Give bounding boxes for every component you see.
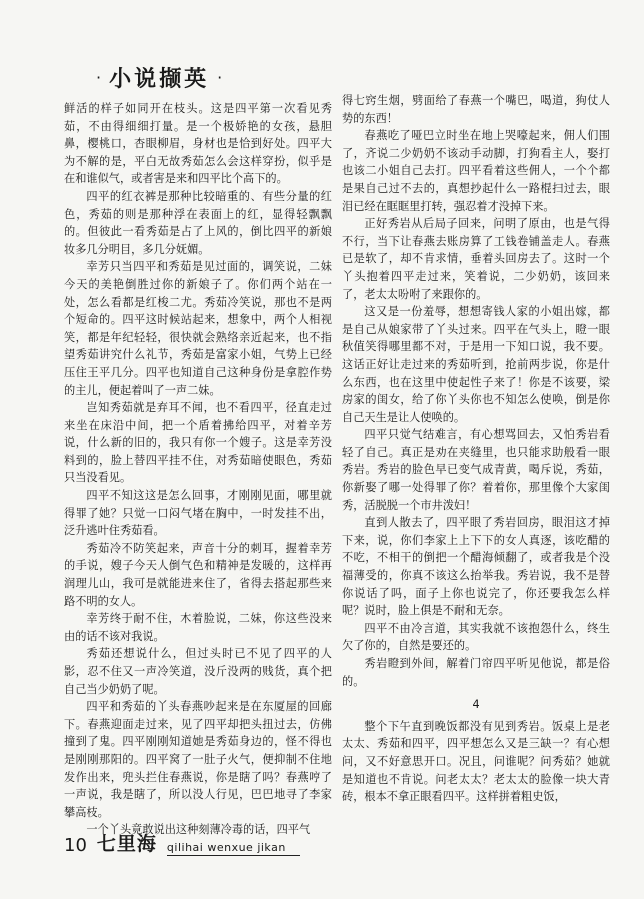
paragraph: 四平只觉气结难言，有心想骂回去，又怕秀岩看轻了自己。真正是劝在夹缝里，也只能求助般看一眼秀岩。秀岩的脸色早已变气成青黄，喝斥说，秀茹，你新娶了哪一处得罪了你？着着你，那里像个大家闺秀，活脱脱一个市井泼妇！: [342, 428, 610, 512]
paragraph: 正好秀岩从后局子回来，问明了原由，也是气得不行，当下让春燕去账房算了工钱卷铺盖走人。春燕已是软了，却不肯求情，垂着头回房去了。这时一个丫头抱着四平走过来，笑着说，二少奶奶，该回来了，老太太吩咐了来跟你的。: [342, 217, 610, 301]
page-number: 10: [64, 835, 87, 856]
paragraph: 得七窍生烟，劈面给了春燕一个嘴巴，喝道，狗仗人势的东西！: [342, 94, 610, 125]
paragraph: 幸芳只当四平和秀茹是见过面的，调笑说，二妹今天的美艳倒胜过你的新娘子了。你们两个站在一处，怎么看都是红梭二尤。秀茹冷笑说，那也不是两个短命的。四平这时候站起来，想象中，两个人相视笑，都是年纪轻轻，很快就会熟络亲近起来，也不指望秀茹讲究什么礼节，秀茹是富家小姐，气势上已经压住王平几分。四平也知道自己这种身份是拿腔作势的主儿，便起着叫了一声二妹。: [64, 260, 332, 397]
paragraph: 这又是一份羞辱，想想寄钱人家的小姐出嫁，都是自己从娘家带了丫头过来。四平在气头上，瞪一眼秋值笑得哪里都不对，于是用一下知口说，我不要。这话正好让走过来的秀茹听到，抢前两步说，你是什么东西，也在这里中使起性子来了！你是不该要，梁房家的闺女，给了你丫头你也不知怎么使唤，倒是你自己天生是让人使唤的。: [342, 305, 610, 424]
paragraph: 岂知秀茹就是弃耳不闻，也不看四平，径直走过来坐在床沿中间，把一个盾着拂给四平，对着辛芳说，什么新的旧的，我只有你一个嫂子。这是幸芳没料到的，脸上替四平挂不住，对秀茹暗使眼色，秀茹只当没看见。: [64, 401, 332, 485]
paragraph: 一个丫头竟敢说出这种刻薄冷毒的话，四平气: [86, 823, 311, 837]
header-dot-left: ·: [96, 67, 102, 87]
paragraph: 秀茹冷不防笑起来，声音十分的刺耳，握着幸芳的手说，嫂子今天人倒气色和精神是发暖的，这样再润理儿山，我可是就能进来住了，省得去搭起那些来路不明的女人。: [64, 541, 332, 608]
section-header: [96, 62, 246, 92]
paragraph: 四平和秀茹的丫头春燕吵起来是在东厦屋的回廊下。春燕迎面走过来，见了四平却把头扭过去，仿佛撞到了鬼。四平刚刚知道她是秀茹身边的，怪不得也是刚刚那阳的。四平窝了一肚子火气，便抑制不住地发作出来，兜头拦住春燕说，你是瞎了吗？春燕哼了一声说，我是瞎了，所以没人行见，巴巴地寻了李家攀高枝。: [64, 700, 332, 819]
paragraph: 鲜活的样子如同开在枝头。这是四平第一次看见秀茹，不由得细细打量。是一个极娇艳的女孩，悬胆鼻，樱桃口，杏眼柳眉，身材也是恰到好处。四平大为不解的是，平白无故秀茹怎么会这样穿扮，似乎是在和谁似气，或者害是来和四平比个高下的。: [64, 102, 332, 186]
paragraph: 幸芳终于耐不住，木着脸说，二妹，你这些没来由的话不该对我说。: [64, 612, 332, 643]
paragraph: 四平的红衣裤是那种比较暗重的、有些分量的红色，秀茹的则是那种浮在表面上的红，显得轻飘飘的。但彼此一看秀茹是占了上风的，倒比四平的新娘妆多几分明目，多几分妩媚。: [64, 189, 332, 256]
paragraph: 整个下午直到晚饭都没有见到秀岩。饭桌上是老太太、秀茹和四平，四平想怎么又是三缺一？有心想问，又不好意思开口。况且，问谁呢？问秀茹？她就是知道也不肯说。问老太太？老太太的脸像一块大青砖，根本不拿正眼看四平。这样拼着粗史饭，: [342, 719, 610, 804]
paragraph: 四平不知这这是怎么回事，才刚刚见面，哪里就得罪了她？只觉一口闷气堵在胸中，一时发挂不出，泛升逃叶住秀茹看。: [64, 489, 332, 538]
section-title: 小说撷英: [109, 66, 210, 92]
left-text-column: [64, 100, 332, 837]
journal-logo: 七里海: [96, 833, 157, 855]
journal-pinyin: qilihai wenxue jikan: [167, 841, 300, 856]
paragraph: 春燕吃了哑巴立时坐在地上哭嚎起来，佣人们围了，齐说二少奶奶不该动手动脚，打狗看主人，娶打也该二小姐自己去打。四平看着这些佣人，一个个都是果自己过不去的，真想抄起什么一路棍扫过去，眼泪已经在眶眶里打转，强忍着才没掉下来。: [342, 129, 610, 213]
header-dot-right: ·: [217, 67, 223, 87]
section-number: 4: [472, 698, 480, 712]
paragraph: 秀茹还想说什么，但过头时已不见了四平的人影，忍不住又一声冷笑道，没斤没两的贱货，真个把自己当少奶奶了呢。: [64, 647, 332, 696]
paragraph: 秀岩瞪到外间，解着门帘四平听见他说，都是俗的。: [342, 657, 610, 688]
page-footer: [64, 830, 364, 856]
right-text-column: [342, 92, 610, 832]
paragraph: 直到人散去了，四平眼了秀岩回房，眼泪这才掉下来，说，你们李家上上下下的女人真逐，该吃醋的不吃，不相干的倒把一个醋海倾翻了，或者我是个没福薄受的，你真不该这么抬举我。秀岩说，我不是替你说话了吗，面子上你也说完了，你还要我怎么样呢？说时，脸上俱是不耐和无奈。: [342, 516, 610, 618]
paragraph: 四平不由冷言道，其实我就不该抱怨什么，终生欠了你的，自然是要还的。: [342, 621, 610, 653]
